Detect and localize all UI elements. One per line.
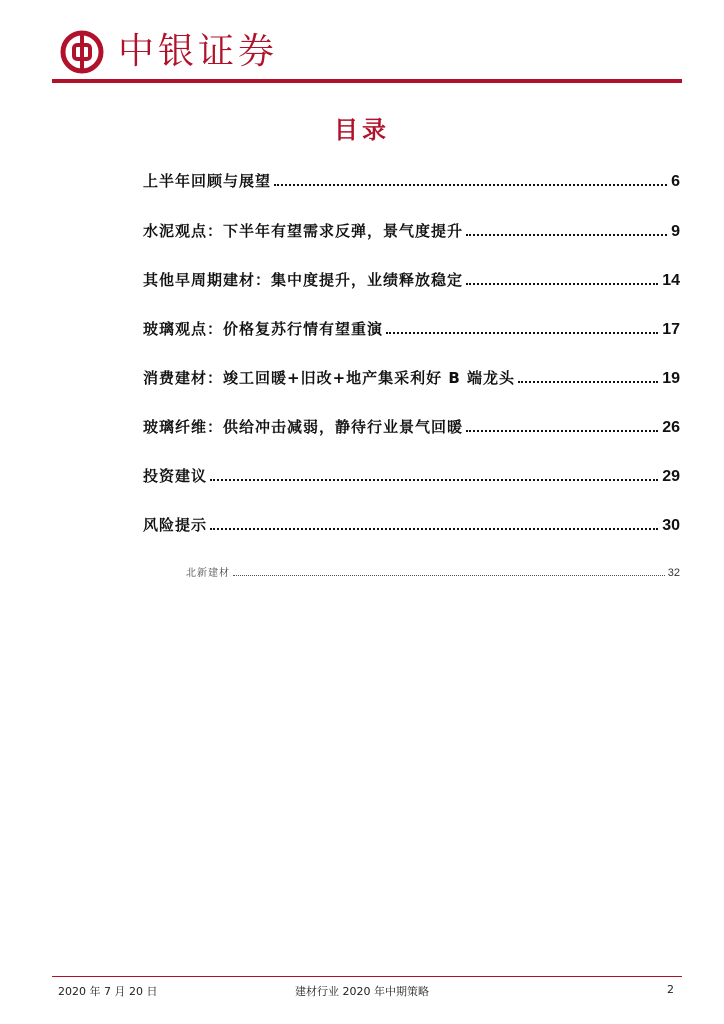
toc-entry-title: 风险提示 <box>143 516 208 534</box>
company-name: 中银证券 <box>118 31 279 72</box>
toc-entry[interactable] <box>143 171 680 192</box>
toc-leader-dots <box>233 574 665 576</box>
toc-entry-page: 14 <box>662 272 680 289</box>
toc-leader-dots <box>466 233 667 236</box>
toc-leader-dots <box>274 183 667 186</box>
toc-entry[interactable] <box>143 368 680 389</box>
toc-leader-dots <box>386 331 658 334</box>
toc-entry[interactable] <box>143 515 680 536</box>
toc-entry[interactable] <box>143 417 680 438</box>
toc-entry[interactable] <box>143 319 680 340</box>
toc-entry-title: 上半年回顾与展望 <box>143 172 272 190</box>
toc-entry-title: 投资建议 <box>143 467 208 485</box>
toc-title: 目录 <box>334 116 390 144</box>
page-header <box>52 26 682 82</box>
toc-leader-dots <box>466 282 658 285</box>
toc-entry-title: 玻璃观点：价格复苏行情有望重演 <box>143 320 384 338</box>
toc-entry[interactable] <box>143 270 680 291</box>
footer-date: 2020 年 7 月 20 日 <box>58 985 158 998</box>
toc-entry-title: 消费建材：竣工回暖+旧改+地产集采利好 B 端龙头 <box>143 369 516 387</box>
toc-entry[interactable] <box>143 221 680 242</box>
toc-leader-dots <box>210 478 658 481</box>
toc-entry-page: 6 <box>671 173 680 190</box>
toc-entry-title: 水泥观点：下半年有望需求反弹，景气度提升 <box>143 222 464 240</box>
toc-entry[interactable] <box>143 466 680 487</box>
toc-entry-page: 17 <box>662 321 680 338</box>
header-divider <box>52 79 682 83</box>
toc-entry-title: 其他早周期建材：集中度提升，业绩释放稳定 <box>143 271 464 289</box>
toc-entry-title: 北新建材 <box>186 568 230 579</box>
toc-entry-page: 26 <box>662 419 680 436</box>
toc-entry-page: 29 <box>662 468 680 485</box>
toc-leader-dots <box>466 429 658 432</box>
toc-entry-page: 19 <box>662 370 680 387</box>
toc-sub-entry[interactable] <box>186 563 680 584</box>
toc-leader-dots <box>518 380 658 383</box>
bank-of-china-logo-icon <box>60 30 104 74</box>
toc-leader-dots <box>210 527 658 530</box>
toc-entry-page: 9 <box>671 223 680 240</box>
footer-page-number: 2 <box>667 983 674 996</box>
toc-entry-page: 32 <box>667 567 680 579</box>
toc-entry-title: 玻璃纤维：供给冲击减弱，静待行业景气回暖 <box>143 418 464 436</box>
footer-report-title: 建材行业 2020 年中期策略 <box>295 985 429 998</box>
toc-entry-page: 30 <box>662 517 680 534</box>
footer-divider <box>52 976 682 977</box>
